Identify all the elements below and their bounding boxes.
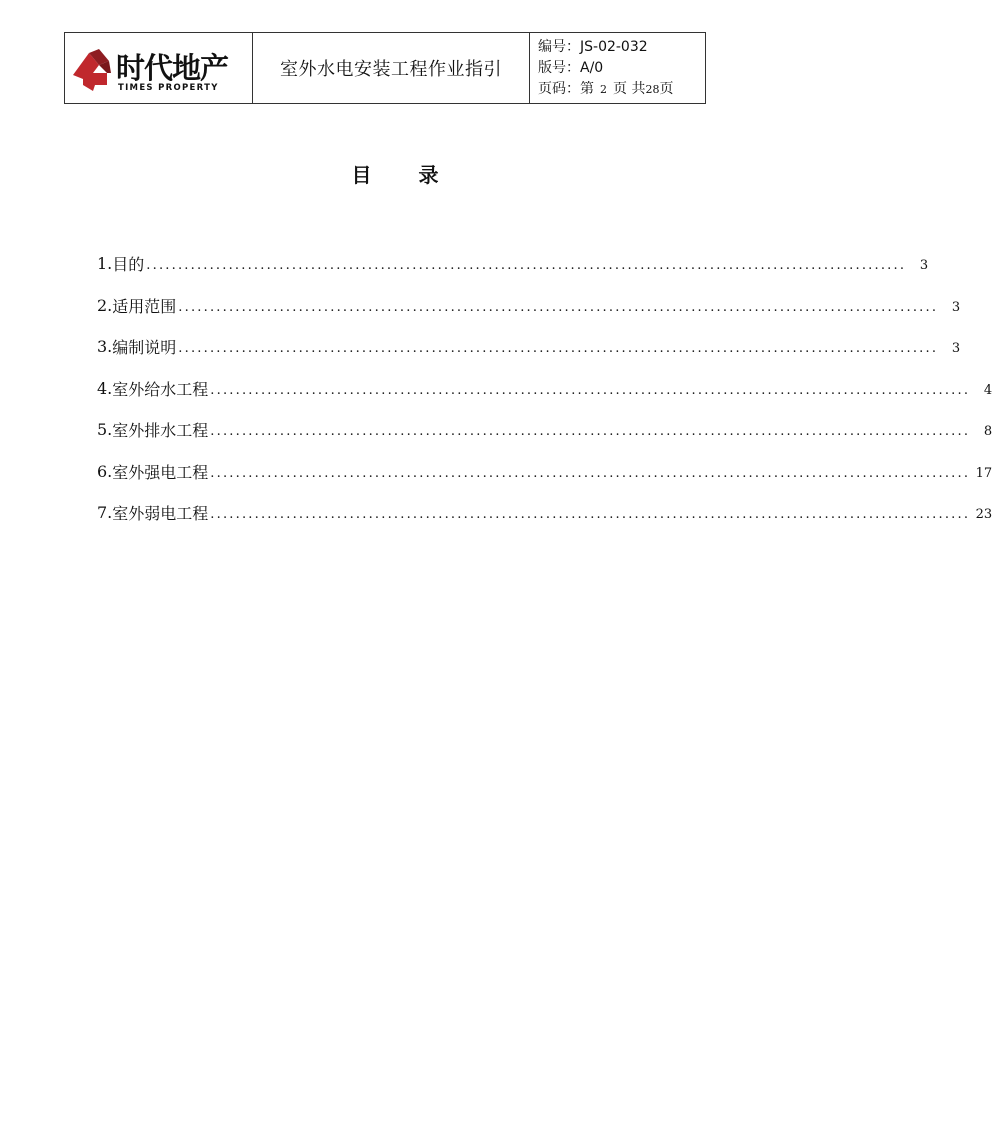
toc-entry[interactable] [97,368,992,410]
toc-entry[interactable] [97,285,961,327]
page-label: 页码：第 [538,81,594,97]
toc-entry-number: 4. [97,378,113,398]
toc-entry-page: 8 [983,424,992,440]
logo-name-cn: 时代地产 [116,51,229,85]
page-current: 2 [600,83,607,96]
toc-title: 目 录 [351,163,459,187]
table-of-contents [97,243,992,534]
logo-name-en: TIMES PROPERTY [118,83,219,93]
document-header [64,32,706,104]
toc-entry-number: 6. [97,461,113,481]
toc-entry[interactable] [97,243,929,285]
toc-entry-label: 目的 [112,255,145,275]
toc-entry-page: 17 [975,465,992,481]
toc-entry-number: 2. [97,295,113,315]
document-meta [530,33,705,103]
toc-entry-page: 23 [975,507,992,523]
toc-entry[interactable] [97,326,961,368]
toc-entry-label: 室外给水工程 [112,379,209,399]
toc-leader-dots: ........................................................................................................................ [210,507,971,523]
toc-entry[interactable] [97,409,992,451]
toc-leader-dots: ........................................................................................................................ [210,465,971,481]
doc-code-label: 编号： [538,39,580,55]
toc-entry-number: 3. [97,337,113,357]
company-logo [65,33,253,103]
toc-entry-page: 3 [919,258,929,274]
doc-version-row [538,58,705,79]
times-property-logo-icon [69,45,113,91]
doc-version-label: 版号： [538,60,580,76]
doc-code-value: JS-02-032 [580,39,648,55]
toc-entry[interactable] [97,451,992,493]
toc-leader-dots: ........................................................................................................................ [146,258,907,274]
toc-entry-label: 编制说明 [112,338,177,358]
document-title: 室外水电安装工程作业指引 [253,33,530,103]
toc-entry-page: 3 [951,341,961,357]
toc-entry-label: 室外弱电工程 [112,504,209,524]
toc-entry[interactable] [97,492,992,534]
toc-entry-label: 室外排水工程 [112,421,209,441]
toc-leader-dots: ........................................................................................................................ [210,424,971,440]
toc-leader-dots: ........................................................................................................................ [210,382,971,398]
toc-entry-page: 4 [983,382,992,398]
page-mid: 页 共 [613,81,646,97]
page-total: 28 [645,83,660,96]
toc-leader-dots: ........................................................................................................................ [178,341,939,357]
toc-entry-page: 3 [951,299,961,315]
page-suffix: 页 [659,81,674,97]
toc-entry-number: 1. [97,254,113,274]
toc-leader-dots: ........................................................................................................................ [178,299,939,315]
toc-entry-number: 5. [97,420,113,440]
toc-entry-label: 室外强电工程 [112,462,209,482]
doc-version-value: A/0 [580,60,604,76]
toc-entry-number: 7. [97,503,113,523]
doc-page-row [538,79,705,100]
doc-code-row [538,37,705,58]
toc-entry-label: 适用范围 [112,296,177,316]
